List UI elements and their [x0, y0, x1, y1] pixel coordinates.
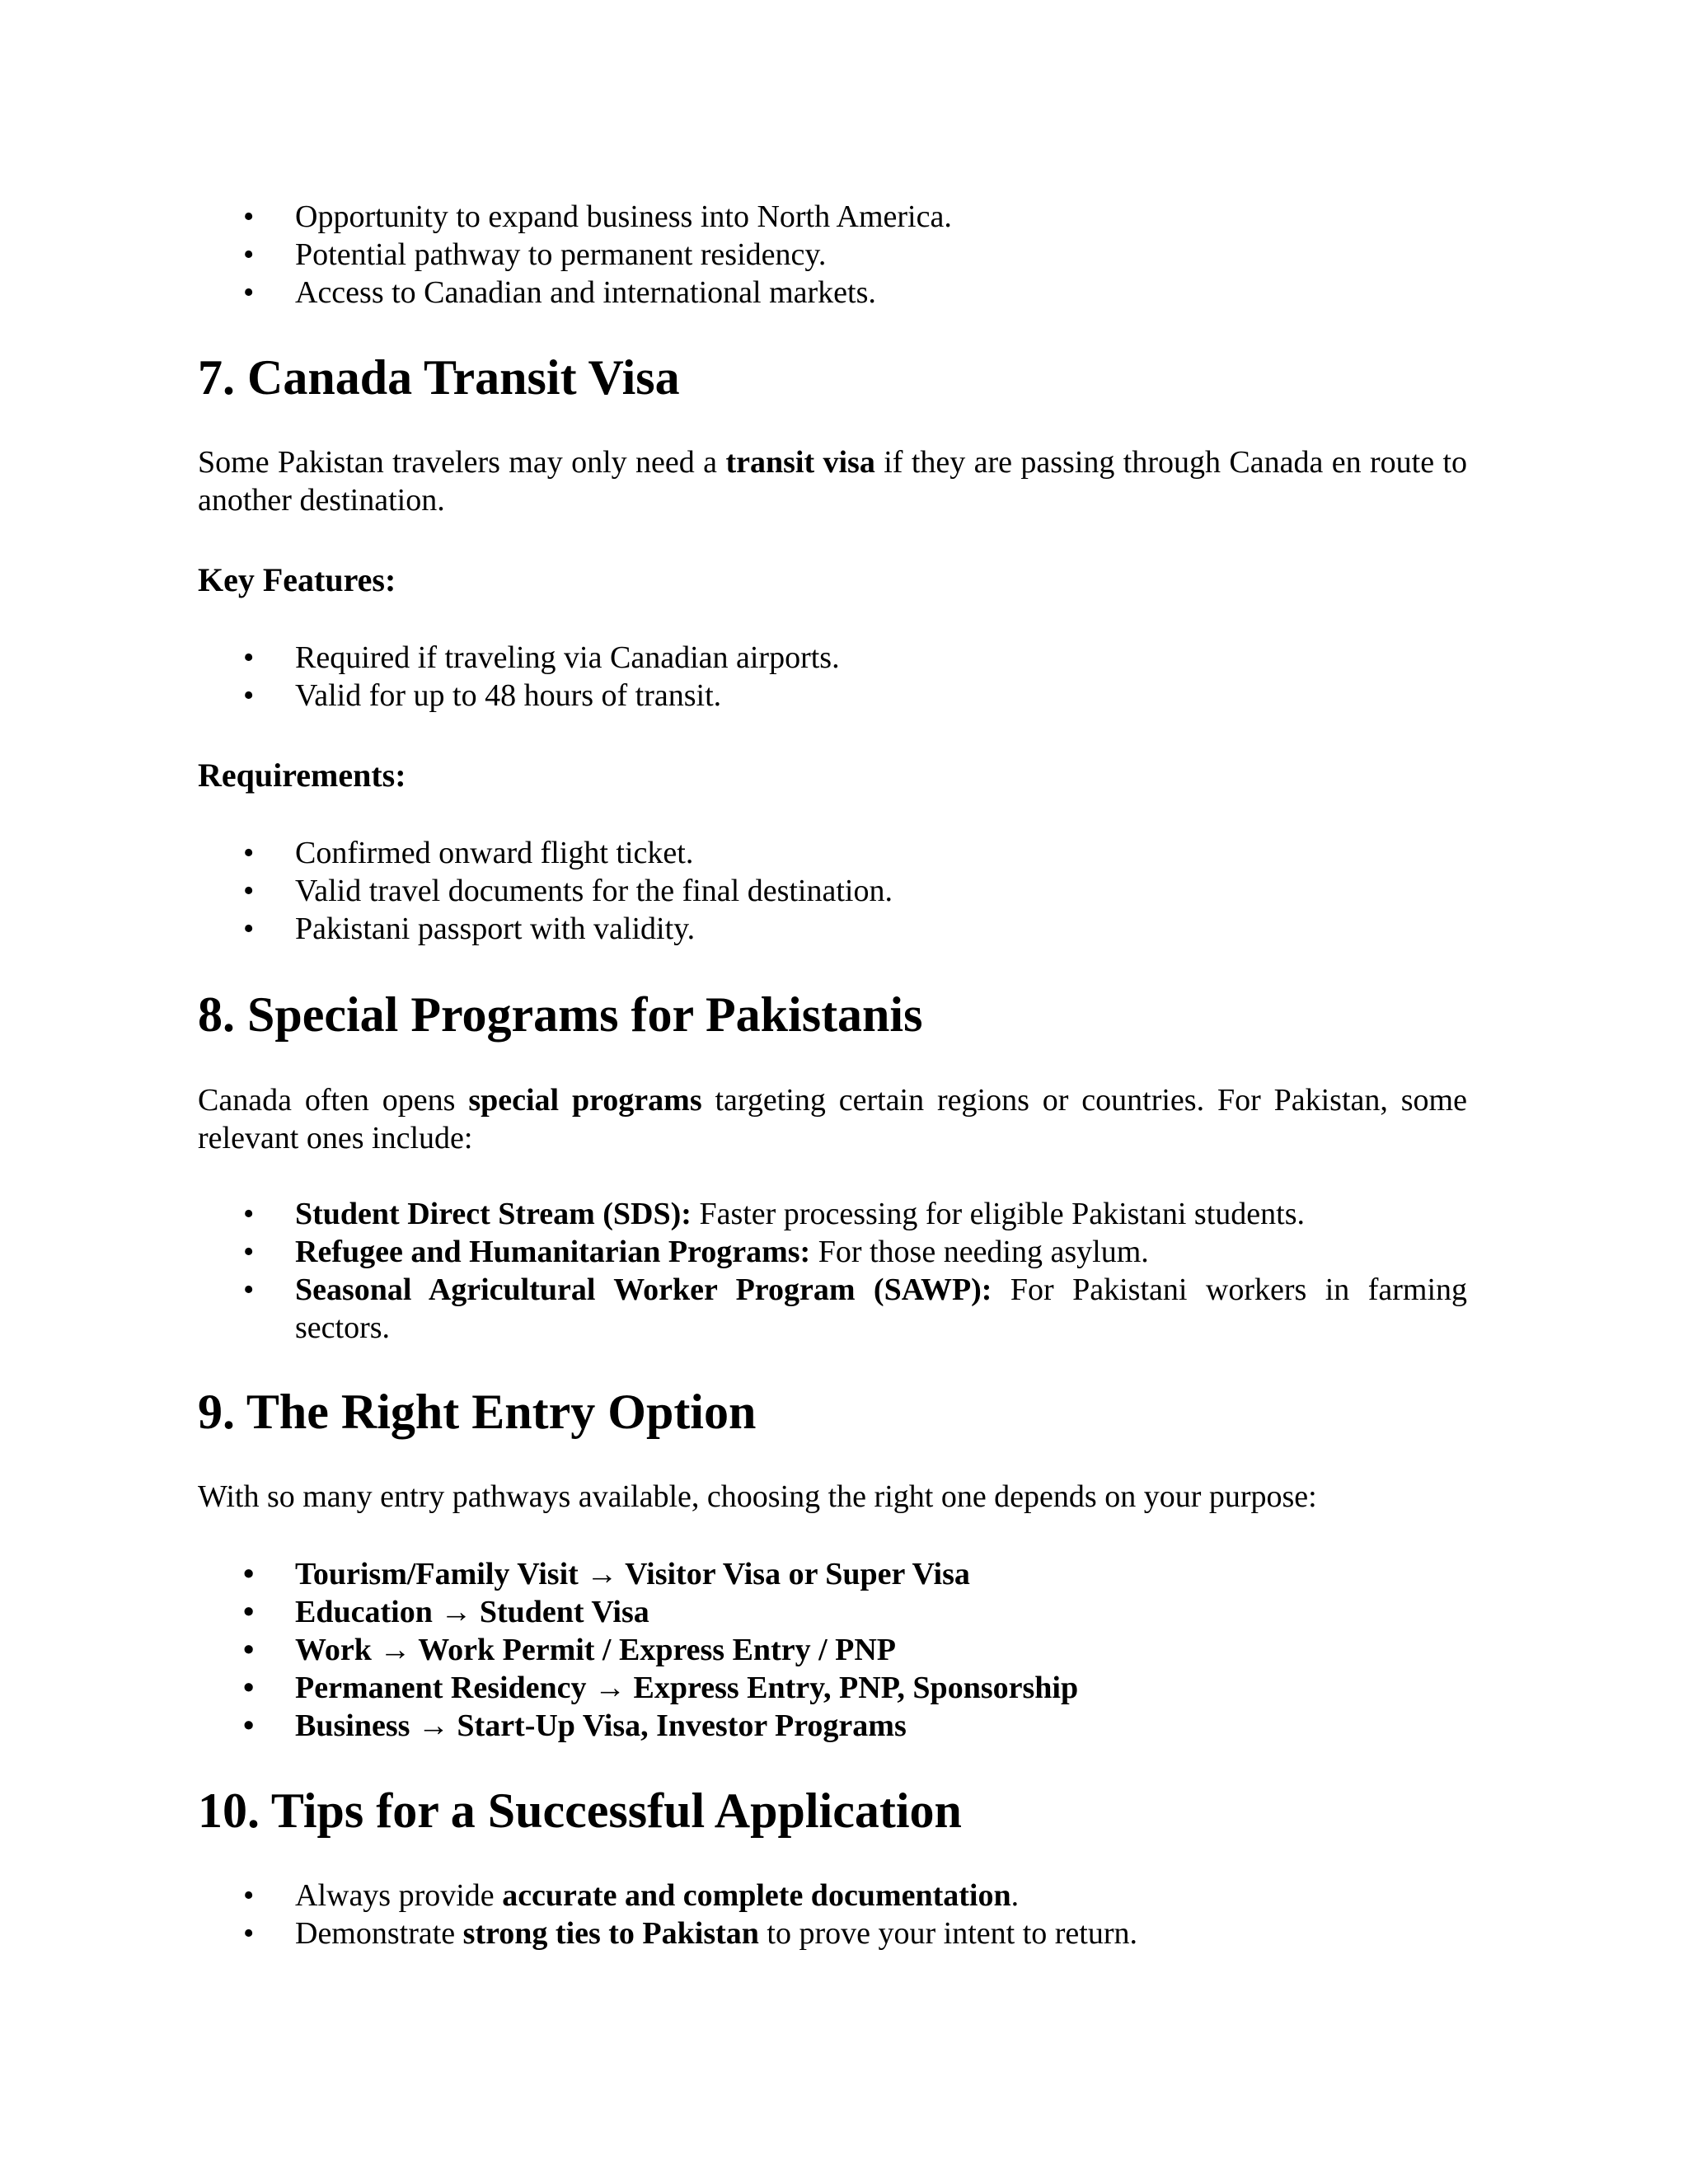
list-item: • Valid travel documents for the final destination.: [243, 874, 893, 908]
key-features-heading: Key Features:: [198, 561, 396, 598]
entry-paragraph: With so many entry pathways available, choosing the right one depends on your purpose:: [198, 1479, 1317, 1514]
bullet-icon: •: [243, 1557, 255, 1591]
list-item: • Pakistani passport with validity.: [243, 912, 696, 946]
list-item: • Demonstrate strong ties to Pakistan to prove your intent to return.: [243, 1916, 1137, 1951]
section-heading-special-programs: 8. Special Programs for Pakistanis: [198, 987, 923, 1042]
special-paragraph: Canada often opens special programs targeting certain regions or countries. For Pakistan, some relevant ones include:: [198, 1083, 1467, 1155]
list-item: • Confirmed onward flight ticket.: [243, 836, 694, 870]
section-heading-transit: 7. Canada Transit Visa: [198, 350, 680, 405]
bullet-icon: •: [243, 237, 255, 272]
bullet-icon: •: [243, 1595, 255, 1629]
bullet-icon: •: [243, 1197, 255, 1231]
bullet-icon: •: [243, 678, 255, 713]
bullet-icon: •: [243, 1916, 255, 1951]
intro-bullet-list: [198, 198, 1467, 312]
list-item: • Required if traveling via Canadian airports.: [243, 640, 840, 675]
section-heading-entry-option: 9. The Right Entry Option: [198, 1385, 757, 1439]
transit-paragraph: Some Pakistan travelers may only need a transit visa if they are passing through Canada en route to another destination.: [198, 445, 1467, 518]
requirements-heading: Requirements:: [198, 757, 406, 794]
list-item: • Always provide accurate and complete documentation.: [243, 1878, 1020, 1913]
bullet-icon: •: [243, 640, 255, 675]
bullet-icon: •: [243, 874, 255, 908]
requirements-list: [198, 834, 1467, 948]
bullet-icon: •: [243, 275, 255, 310]
entry-options-list: [198, 1555, 1467, 1745]
list-item: • Work → Work Permit / Express Entry / PNP: [243, 1633, 897, 1667]
list-item: • Access to Canadian and international markets.: [243, 275, 876, 310]
special-programs-list: [198, 1195, 1467, 1347]
bullet-icon: •: [243, 836, 255, 870]
bullet-icon: •: [243, 1878, 255, 1913]
list-item: • Business → Start-Up Visa, Investor Programs: [243, 1708, 907, 1743]
list-item: • Valid for up to 48 hours of transit.: [243, 678, 722, 713]
list-item: • Refugee and Humanitarian Programs: For those needing asylum.: [243, 1235, 1149, 1269]
list-item: • Education → Student Visa: [243, 1595, 649, 1629]
bullet-icon: •: [243, 199, 255, 234]
bullet-icon: •: [243, 1633, 255, 1667]
list-item: • Seasonal Agricultural Worker Program (SAWP): For Pakistani workers in farming sectors.: [243, 1272, 1467, 1345]
list-item: • Potential pathway to permanent residency.: [243, 237, 827, 272]
bullet-icon: •: [243, 1671, 255, 1705]
bullet-icon: •: [243, 1708, 255, 1743]
list-item: • Student Direct Stream (SDS): Faster processing for eligible Pakistani students.: [243, 1197, 1305, 1231]
list-item: • Opportunity to expand business into North America.: [243, 199, 952, 234]
list-item: • Tourism/Family Visit → Visitor Visa or Super Visa: [243, 1557, 970, 1591]
tips-list: [198, 1877, 1467, 1952]
list-item: • Permanent Residency → Express Entry, PNP, Sponsorship: [243, 1671, 1079, 1705]
bullet-icon: •: [243, 1235, 255, 1269]
bullet-icon: •: [243, 912, 255, 946]
bullet-icon: •: [243, 1272, 255, 1307]
section-heading-tips: 10. Tips for a Successful Application: [198, 1783, 962, 1838]
features-list: [198, 639, 1467, 715]
